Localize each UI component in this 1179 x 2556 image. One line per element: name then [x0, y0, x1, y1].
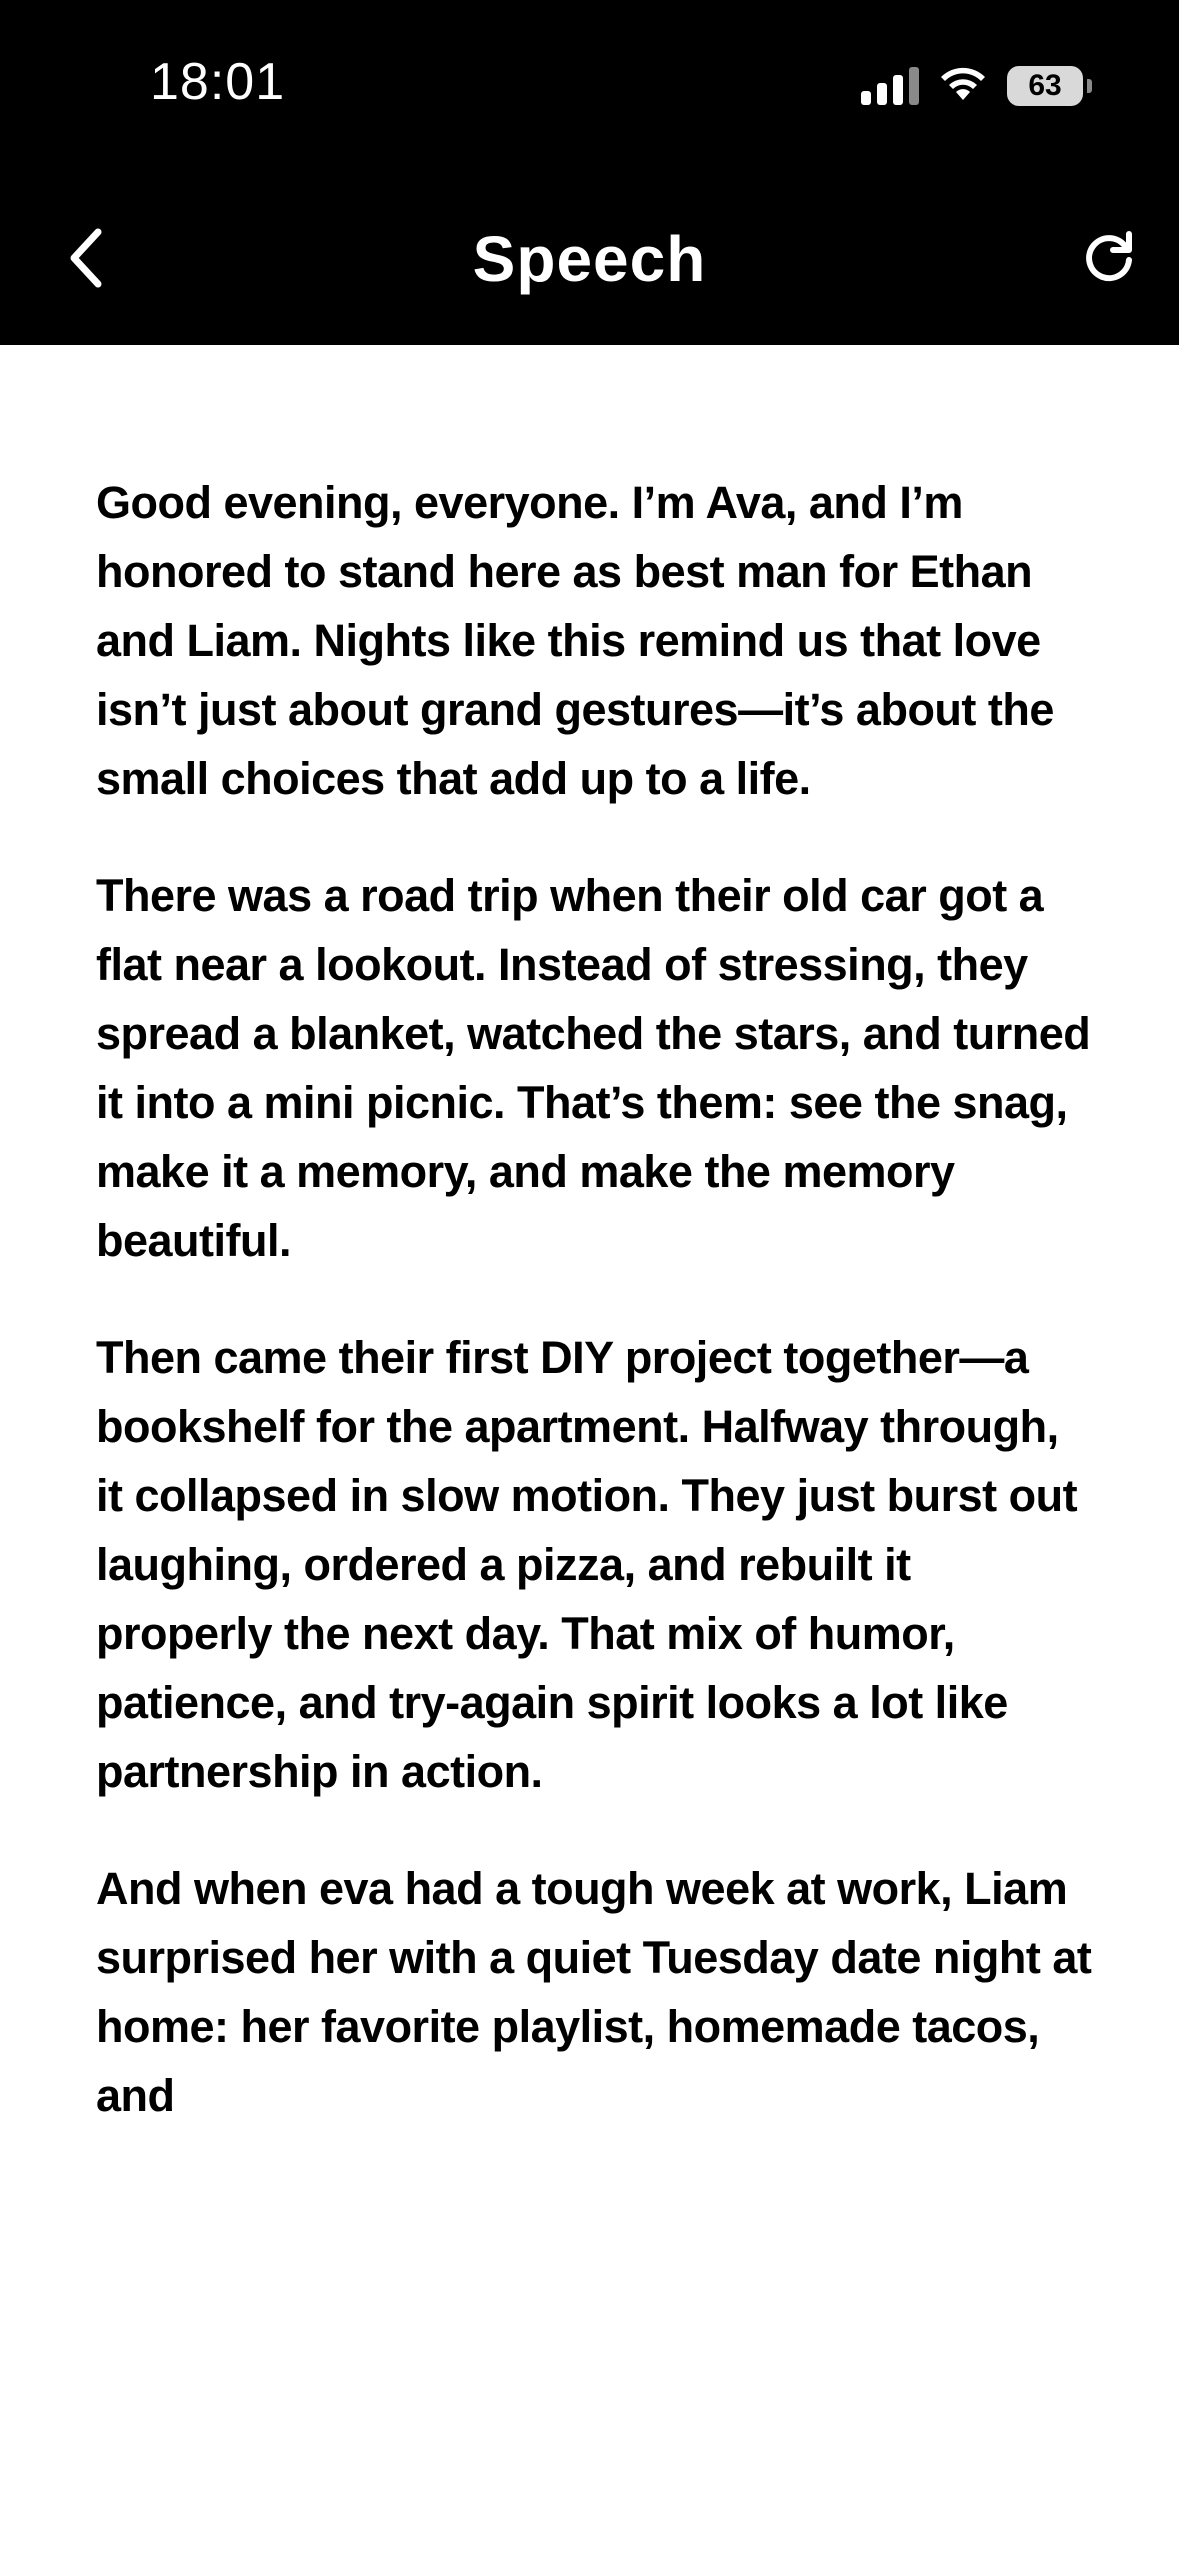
wifi-icon: [937, 64, 989, 109]
speech-paragraph: There was a road trip when their old car got a flat near a lookout. Instead of stressing, they spread a blanket, watched the stars, and turned it into a mini picnic. That’s them: see the snag, make it a memory, and make the memory beautiful.: [96, 870, 1091, 1266]
speech-content: [96, 468, 1096, 2380]
app-header: [0, 0, 1179, 345]
reload-button[interactable]: [1077, 226, 1141, 290]
status-time: 18:01: [150, 53, 286, 111]
refresh-icon: [1081, 230, 1137, 286]
speech-paragraph: And when eva had a tough week at work, Liam surprised her with a quiet Tuesday date night at home: her favorite playlist, homemade tacos, and: [96, 1863, 1092, 2121]
battery-indicator: 63: [1007, 66, 1083, 106]
speech-paragraph: Good evening, everyone. I’m Ava, and I’m honored to stand here as best man for Ethan and Liam. Nights like this remind us that love isn’t just about grand gestures—it’s about the small choices that add up to a life.: [96, 477, 1054, 804]
speech-paragraph: Then came their first DIY project together—a bookshelf for the apartment. Halfway through, it collapsed in slow motion. They just burst out laughing, ordered a pizza, and rebuilt it properly the next day. That mix of humor, patience, and try-again spirit looks a lot like partnership in action.: [96, 1332, 1078, 1797]
page-title: Speech: [472, 223, 707, 295]
status-icons: [861, 62, 1083, 110]
cellular-signal-icon: [861, 67, 919, 105]
